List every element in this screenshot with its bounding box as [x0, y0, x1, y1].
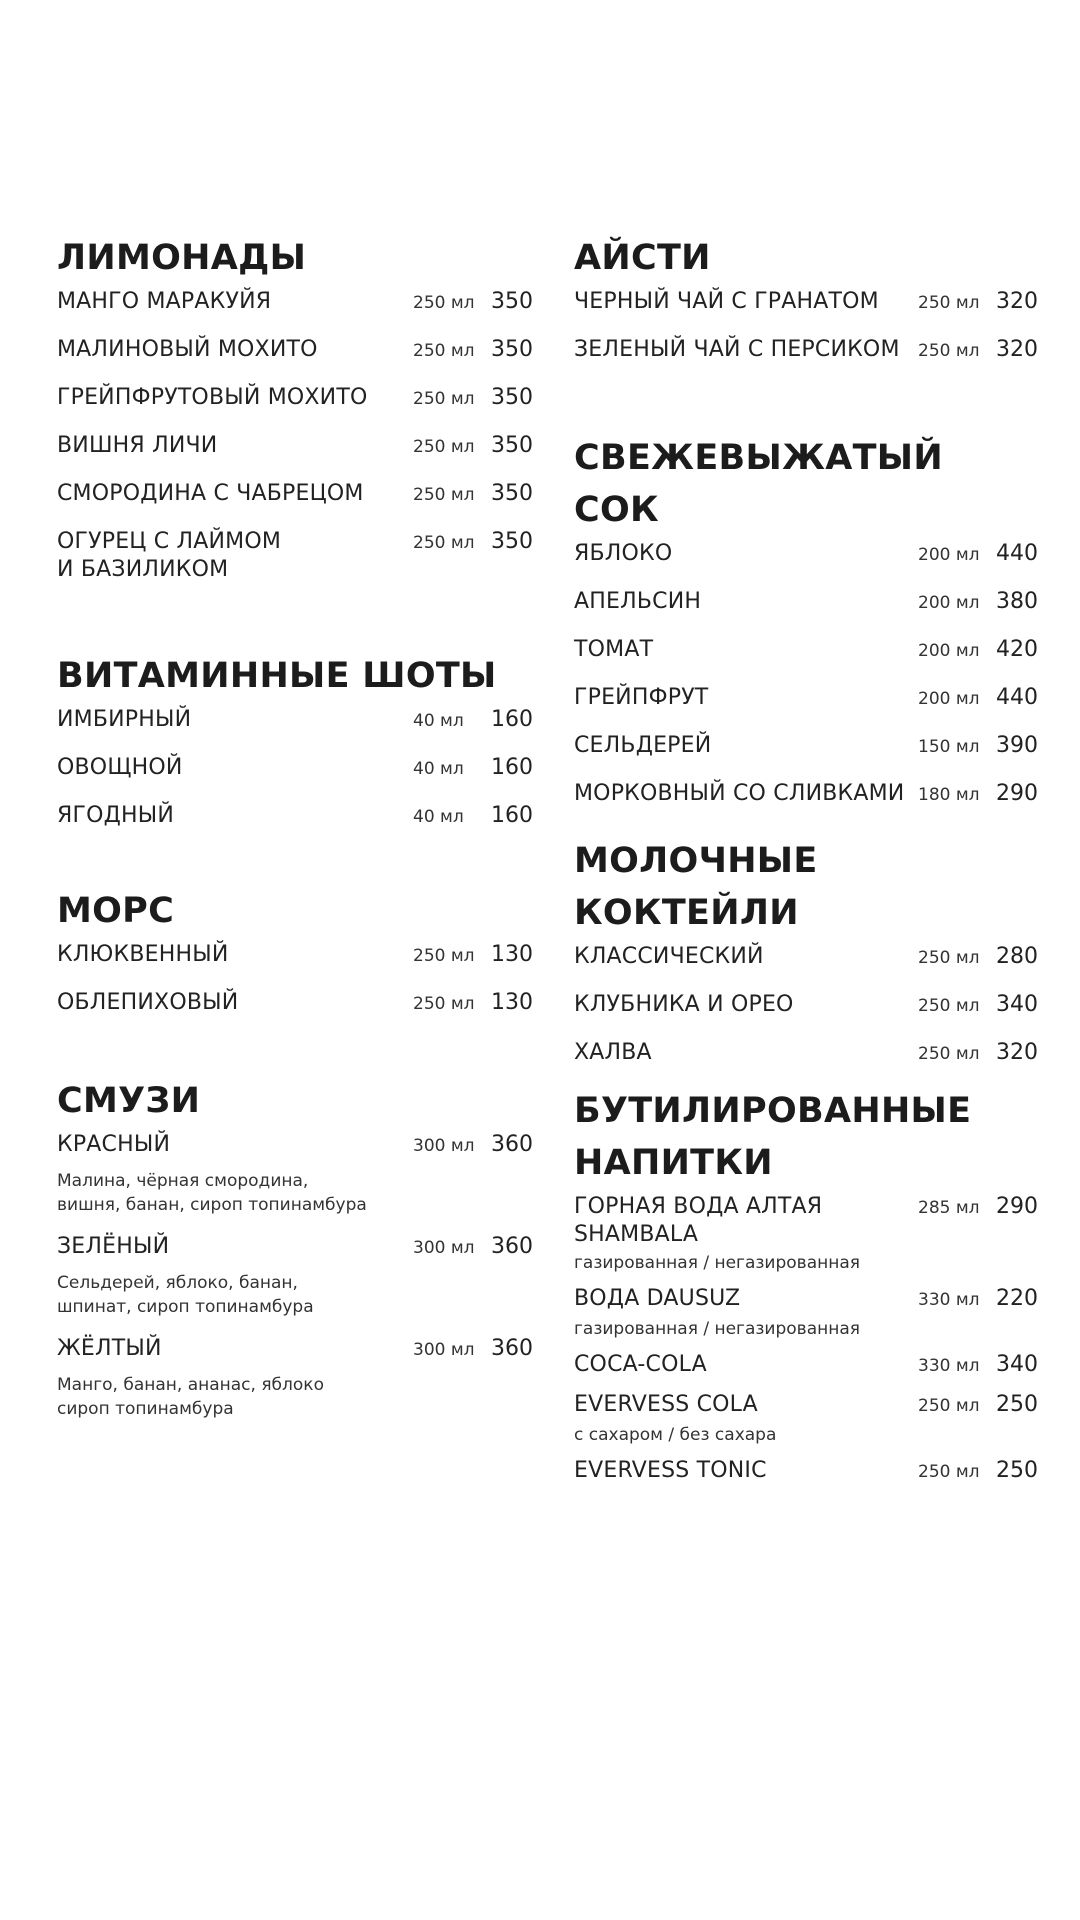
item-price: 130 — [491, 990, 533, 1015]
item-name: СЕЛЬДЕРЕЙ — [574, 733, 712, 758]
item-name: ОГУРЕЦ С ЛАЙМОМ И БАЗИЛИКОМ — [57, 529, 282, 582]
menu-item-row — [57, 480, 533, 510]
item-price: 320 — [996, 289, 1038, 314]
item-volume: 250 мл — [918, 996, 980, 1016]
item-volume: 250 мл — [413, 341, 475, 361]
item-price: 250 — [996, 1392, 1038, 1417]
item-volume: 200 мл — [918, 593, 980, 613]
menu-item — [574, 684, 1038, 714]
item-name: EVERVESS TONIC — [574, 1458, 767, 1483]
section-title: МОРС — [57, 891, 175, 931]
section-title: ЛИМОНАДЫ — [57, 238, 307, 278]
menu-item — [574, 288, 1038, 318]
item-name: ОВОЩНОЙ — [57, 755, 183, 780]
menu-item — [57, 802, 533, 832]
item-price: 360 — [491, 1336, 533, 1361]
item-name: ТОМАТ — [574, 637, 654, 662]
menu-item — [57, 1131, 533, 1217]
menu-item — [57, 706, 533, 736]
item-volume: 200 мл — [918, 545, 980, 565]
item-price: 130 — [491, 942, 533, 967]
menu-section — [574, 1085, 1038, 1497]
item-volume: 285 мл — [918, 1198, 980, 1218]
item-volume: 250 мл — [918, 1396, 980, 1416]
menu-item — [574, 780, 1038, 810]
menu-item-row — [57, 432, 533, 462]
menu-item-row — [574, 288, 1038, 318]
menu-section — [57, 232, 533, 602]
item-volume: 200 мл — [918, 641, 980, 661]
item-price: 350 — [491, 289, 533, 314]
item-volume: 180 мл — [918, 785, 980, 805]
item-volume: 150 мл — [918, 737, 980, 757]
menu-item — [574, 991, 1038, 1021]
item-name: ИМБИРНЫЙ — [57, 707, 192, 732]
menu-item — [574, 336, 1038, 366]
item-price: 350 — [491, 337, 533, 362]
menu-item — [574, 1457, 1038, 1487]
item-volume: 330 мл — [918, 1290, 980, 1310]
item-volume: 250 мл — [413, 994, 475, 1014]
item-price: 350 — [491, 385, 533, 410]
menu-item — [574, 732, 1038, 762]
item-price: 290 — [996, 1194, 1038, 1219]
section-title: ВИТАМИННЫЕ ШОТЫ — [57, 656, 497, 696]
item-price: 350 — [491, 481, 533, 506]
menu-item-row — [574, 540, 1038, 570]
menu-item-row — [574, 336, 1038, 366]
menu-item — [57, 989, 533, 1019]
item-description: Малина, чёрная смородина, вишня, банан, сироп топинамбура — [57, 1171, 367, 1215]
item-volume: 250 мл — [413, 533, 475, 553]
item-volume: 250 мл — [413, 946, 475, 966]
menu-item — [574, 1285, 1038, 1341]
item-name: МАНГО МАРАКУЙЯ — [57, 289, 272, 314]
menu-item — [57, 288, 533, 318]
section-items — [57, 706, 533, 832]
item-name: ЯБЛОКО — [574, 541, 673, 566]
menu-item-row — [57, 336, 533, 366]
item-price: 360 — [491, 1132, 533, 1157]
item-price: 160 — [491, 755, 533, 780]
item-volume: 250 мл — [413, 437, 475, 457]
item-volume: 300 мл — [413, 1340, 475, 1360]
menu-item — [57, 754, 533, 784]
section-items — [574, 1193, 1038, 1487]
item-description: Манго, банан, ананас, яблоко сироп топинамбура — [57, 1375, 324, 1419]
item-volume: 40 мл — [413, 807, 464, 827]
menu-item — [574, 1039, 1038, 1069]
menu-section — [57, 1075, 533, 1437]
item-name: ЯГОДНЫЙ — [57, 803, 175, 828]
item-price: 320 — [996, 337, 1038, 362]
menu-item-row — [57, 1131, 533, 1161]
section-items — [574, 943, 1038, 1069]
menu-item-row — [574, 780, 1038, 810]
item-name: ЗЕЛЕНЫЙ ЧАЙ С ПЕРСИКОМ — [574, 337, 900, 362]
section-title: БУТИЛИРОВАННЫЕ НАПИТКИ — [574, 1091, 972, 1183]
menu-item-row — [574, 636, 1038, 666]
item-price: 160 — [491, 707, 533, 732]
item-name: ЖЁЛТЫЙ — [57, 1336, 162, 1361]
menu-item — [57, 941, 533, 971]
item-volume: 250 мл — [918, 1044, 980, 1064]
item-price: 340 — [996, 1352, 1038, 1377]
menu-item — [57, 528, 533, 584]
menu-item — [574, 540, 1038, 570]
section-title: АЙСТИ — [574, 238, 711, 278]
item-name: ГРЕЙПФРУТ — [574, 685, 709, 710]
menu-item-row — [574, 1285, 1038, 1315]
menu-item-row — [574, 1351, 1038, 1381]
item-volume: 300 мл — [413, 1238, 475, 1258]
menu-item-row — [57, 989, 533, 1019]
menu-item-row — [574, 684, 1038, 714]
item-name: ГРЕЙПФРУТОВЫЙ МОХИТО — [57, 385, 368, 410]
section-items — [574, 540, 1038, 810]
section-items — [57, 941, 533, 1019]
menu-item — [57, 432, 533, 462]
item-volume: 250 мл — [413, 389, 475, 409]
menu-item — [574, 1391, 1038, 1447]
item-name: МОРКОВНЫЙ СО СЛИВКАМИ — [574, 781, 905, 806]
menu-item-row — [57, 941, 533, 971]
item-price: 160 — [491, 803, 533, 828]
item-price: 340 — [996, 992, 1038, 1017]
menu-section — [574, 835, 1038, 1087]
menu-item-row — [574, 1193, 1038, 1249]
menu-item-row — [57, 288, 533, 318]
item-name: КЛЮКВЕННЫЙ — [57, 942, 229, 967]
item-name: EVERVESS COLA — [574, 1392, 758, 1417]
item-volume: 200 мл — [918, 689, 980, 709]
item-price: 420 — [996, 637, 1038, 662]
menu-item — [574, 636, 1038, 666]
item-name: ГОРНАЯ ВОДА АЛТАЯ SHAMBALA — [574, 1194, 823, 1247]
item-name: МАЛИНОВЫЙ МОХИТО — [57, 337, 318, 362]
section-items — [57, 1131, 533, 1421]
item-name: КЛУБНИКА И ОРЕО — [574, 992, 794, 1017]
item-volume: 250 мл — [413, 293, 475, 313]
menu-item — [574, 1193, 1038, 1275]
menu-item-row — [574, 588, 1038, 618]
menu-item — [57, 336, 533, 366]
item-name: СМОРОДИНА С ЧАБРЕЦОМ — [57, 481, 364, 506]
item-volume: 250 мл — [918, 948, 980, 968]
item-volume: 250 мл — [918, 341, 980, 361]
item-name: ВИШНЯ ЛИЧИ — [57, 433, 218, 458]
item-name: ЧЕРНЫЙ ЧАЙ С ГРАНАТОМ — [574, 289, 879, 314]
menu-item-row — [574, 991, 1038, 1021]
item-name: КЛАССИЧЕСКИЙ — [574, 944, 764, 969]
menu-item-row — [57, 384, 533, 414]
item-price: 290 — [996, 781, 1038, 806]
menu-item-row — [57, 802, 533, 832]
menu-item-row — [57, 1233, 533, 1263]
item-name: ВОДА DAUSUZ — [574, 1286, 741, 1311]
section-items — [57, 288, 533, 584]
item-volume: 40 мл — [413, 759, 464, 779]
item-volume: 250 мл — [918, 1462, 980, 1482]
item-volume: 40 мл — [413, 711, 464, 731]
section-title: СМУЗИ — [57, 1081, 201, 1121]
item-price: 350 — [491, 433, 533, 458]
item-price: 220 — [996, 1286, 1038, 1311]
menu-item — [57, 384, 533, 414]
item-name: ХАЛВА — [574, 1040, 652, 1065]
menu-item — [57, 480, 533, 510]
menu-item — [574, 1351, 1038, 1381]
item-price: 250 — [996, 1458, 1038, 1483]
menu-item — [57, 1335, 533, 1421]
item-name: АПЕЛЬСИН — [574, 589, 702, 614]
menu-section — [57, 885, 533, 1037]
section-title: СВЕЖЕВЫЖАТЫЙ СОК — [574, 438, 943, 530]
item-description: газированная / негазированная — [574, 1319, 860, 1339]
item-price: 360 — [491, 1234, 533, 1259]
item-description: Сельдерей, яблоко, банан, шпинат, сироп топинамбура — [57, 1273, 314, 1317]
item-volume: 300 мл — [413, 1136, 475, 1156]
menu-item — [57, 1233, 533, 1319]
item-volume: 250 мл — [918, 293, 980, 313]
menu-section — [57, 650, 533, 850]
menu-section — [574, 432, 1038, 828]
item-price: 390 — [996, 733, 1038, 758]
item-price: 440 — [996, 685, 1038, 710]
item-volume: 330 мл — [918, 1356, 980, 1376]
item-description: газированная / негазированная — [574, 1253, 860, 1273]
item-price: 280 — [996, 944, 1038, 969]
item-description: с сахаром / без сахара — [574, 1425, 777, 1445]
menu-item-row — [57, 1335, 533, 1365]
section-title: МОЛОЧНЫЕ КОКТЕЙЛИ — [574, 841, 818, 933]
item-volume: 250 мл — [413, 485, 475, 505]
item-name: ЗЕЛЁНЫЙ — [57, 1234, 170, 1259]
menu-item-row — [574, 1457, 1038, 1487]
menu-item-row — [574, 1391, 1038, 1421]
item-price: 320 — [996, 1040, 1038, 1065]
menu-section — [574, 232, 1038, 384]
section-items — [574, 288, 1038, 366]
menu-item — [574, 588, 1038, 618]
menu-item-row — [574, 1039, 1038, 1069]
item-name: КРАСНЫЙ — [57, 1132, 171, 1157]
item-name: COCA-COLA — [574, 1352, 707, 1377]
menu-item-row — [57, 754, 533, 784]
item-price: 440 — [996, 541, 1038, 566]
item-name: ОБЛЕПИХОВЫЙ — [57, 990, 239, 1015]
item-price: 350 — [491, 529, 533, 554]
menu-item-row — [574, 732, 1038, 762]
menu-item-row — [57, 528, 533, 584]
item-price: 380 — [996, 589, 1038, 614]
menu-item — [574, 943, 1038, 973]
menu-item-row — [57, 706, 533, 736]
menu-item-row — [574, 943, 1038, 973]
